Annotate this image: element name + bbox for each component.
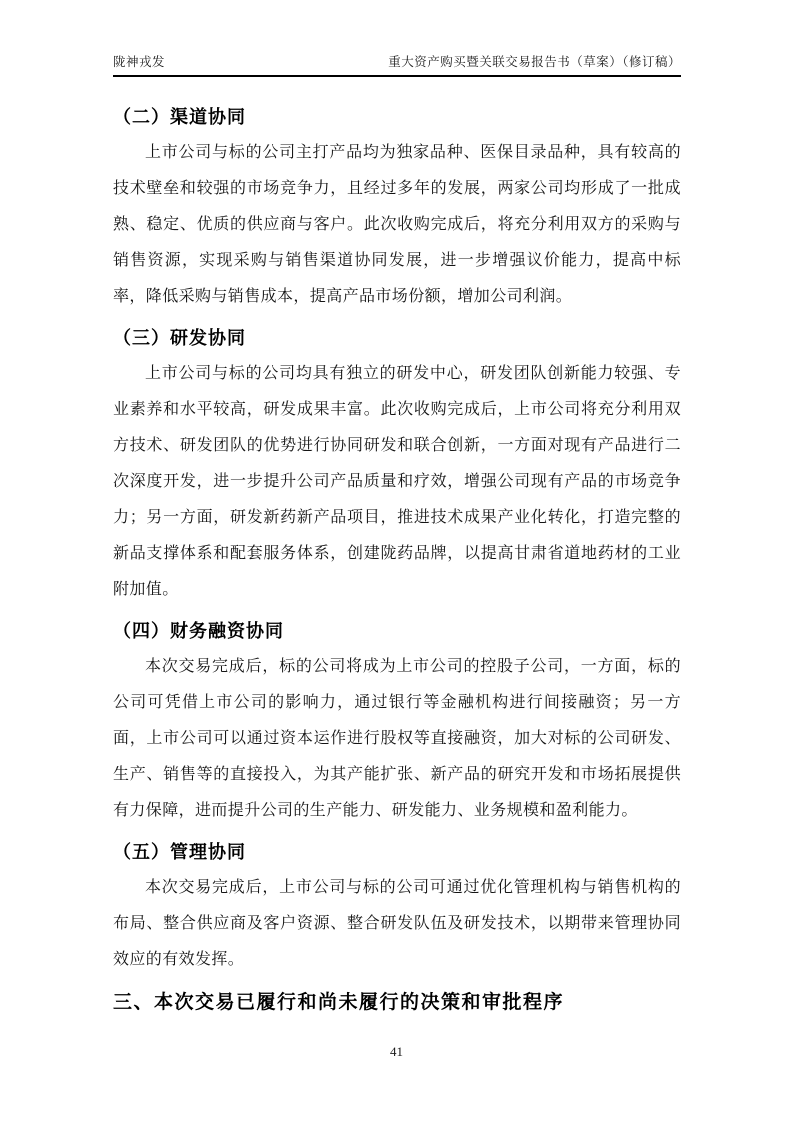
section-heading-channel-synergy: （二）渠道协同 [113, 107, 246, 127]
section-heading-finance-synergy: （四）财务融资协同 [113, 621, 284, 641]
running-header [113, 52, 681, 77]
section-heading-rd-synergy: （三）研发协同 [113, 328, 246, 348]
chapter-heading-approval-procedures: 三、本次交易已履行和尚未履行的决策和审批程序 [113, 992, 565, 1013]
page-number: 41 [390, 1044, 403, 1059]
paragraph-finance-synergy: 本次交易完成后，标的公司将成为上市公司的控股子公司，一方面，标的公司可凭借上市公司的影响力，通过银行等金融机构进行间接融资；另一方面，上市公司可以通过资本运作进行股权等直接融资，加大对标的公司研发、生产、销售等的直接投入，为其产能扩张、新产品的研究开发和市场拓展提供有力保障，进而提升公司的生产能力、研发能力、业务规模和盈利能力。 [113, 658, 681, 819]
paragraph-rd-synergy: 上市公司与标的公司均具有独立的研发中心，研发团队创新能力较强、专业素养和水平较高，研发成果丰富。此次收购完成后，上市公司将充分利用双方技术、研发团队的优势进行协同研发和联合创新，一方面对现有产品进行二次深度开发，进一步提升公司产品质量和疗效，增强公司现有产品的市场竞争力；另一方面，研发新药新产品项目，推进技术成果产业化转化，打造完整的新品支撑体系和配套服务体系，创建陇药品牌，以提高甘肃省道地药材的工业附加值。 [113, 365, 681, 598]
header-company-name: 陇神戎发 [113, 55, 166, 69]
section-heading-management-synergy: （五）管理协同 [113, 842, 246, 862]
paragraph-channel-synergy: 上市公司与标的公司主打产品均为独家品种、医保目录品种，具有较高的技术壁垒和较强的市场竞争力，且经过多年的发展，两家公司均形成了一批成熟、稳定、优质的供应商与客户。此次收购完成后，将充分利用双方的采购与销售资源，实现采购与销售渠道协同发展，进一步增强议价能力，提高中标率，降低采购与销售成本，提高产品市场份额，增加公司利润。 [113, 144, 681, 305]
header-report-title: 重大资产购买暨关联交易报告书（草案）（修订稿） [388, 55, 681, 69]
paragraph-management-synergy: 本次交易完成后，上市公司与标的公司可通过优化管理机构与销售机构的布局、整合供应商及客户资源、整合研发队伍及研发技术，以期带来管理协同效应的有效发挥。 [113, 879, 681, 968]
